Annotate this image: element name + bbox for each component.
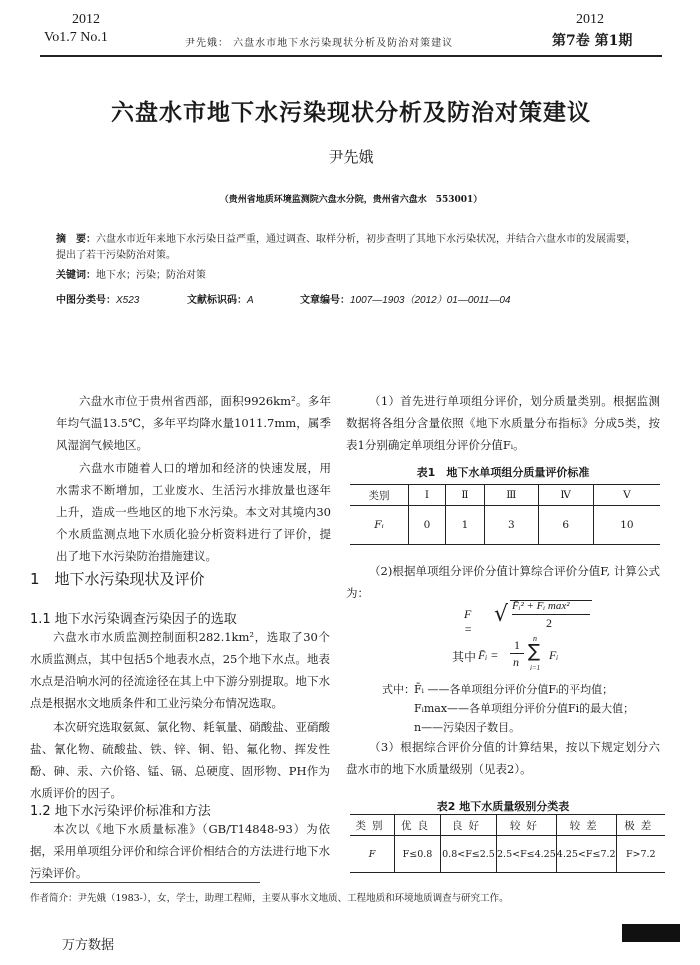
section-1-2-heading: 1.2 地下水污染评价标准和方法 <box>30 804 211 819</box>
formula-denominator: 2 <box>546 616 552 630</box>
table-1-header-row <box>350 485 660 506</box>
table-2-caption: 表2 地下水质量级别分类表 <box>436 800 570 813</box>
table-1-cell: 0 <box>409 506 446 545</box>
formula-legend-prefix: 式中： <box>382 683 415 696</box>
article-number-value: 1007—1903（2012）01—0011—04 <box>350 295 511 306</box>
document-code-label: 文献标识码： <box>187 295 247 306</box>
formula-mean-lhs: F̄ᵢ = <box>478 648 499 662</box>
table-2-cell: 0.8<F≤2.5 <box>441 836 497 873</box>
table-2-header-cell: 优良 <box>395 815 441 836</box>
table-1-header-cell: 类别 <box>350 485 409 506</box>
clc-label: 中图分类号： <box>56 295 116 306</box>
header-rule <box>40 55 662 57</box>
table-1-header-cell: Ⅱ <box>445 485 484 506</box>
table-1-cell: 6 <box>538 506 593 545</box>
table-1-header-cell: Ⅰ <box>409 485 446 506</box>
formula-lhs: F = <box>464 607 473 636</box>
author-footnote: 作者简介：尹先娥（1983-），女，学士，助理工程师，主要从事水文地质、工程地质和环境地质调查与研究工作。 <box>30 893 509 904</box>
intro-paragraph-1: 六盘水市位于贵州省西部，面积9926km²。多年年均气温13.5℃，多年平均降水量1011.7mm，属季风湿润气候地区。 <box>56 394 331 452</box>
table-1-data-row <box>350 506 660 545</box>
table-2-cell: F <box>350 836 395 873</box>
table-2-header-row <box>350 815 665 836</box>
sqrt-icon: √ <box>494 602 509 627</box>
fraction-line <box>512 614 590 615</box>
clc-number <box>56 291 139 306</box>
section-1-2-paragraph: 本次以《地下水质量标准》（GB/T14848-93）为依据，采用单项组分评价和综合评价相结合的方法进行地下水污染评价。 <box>30 822 330 880</box>
section-1-1-paragraph-2: 本次研究选取氨氮、氯化物、耗氧量、硝酸盐、亚硝酸盐、氰化物、硫酸盐、铁、锌、铜、铅、氟化物、挥发性酚、砷、汞、六价铬、锰、镉、总硬度、固形物、PH作为水质评价的因子。 <box>30 720 330 800</box>
table-1-cell: Fᵢ <box>350 506 409 545</box>
table-2-header-cell: 较差 <box>556 815 616 836</box>
table-1 <box>350 484 660 545</box>
formula-legend-item: Fᵢmax——各单项组分评价分值Fi的最大值； <box>414 702 635 715</box>
table-1-header-cell: Ⅳ <box>538 485 593 506</box>
clc-value: X523 <box>116 295 140 306</box>
header-right-year: 2012 <box>576 12 604 27</box>
keywords-text: 地下水；污染；防治对策 <box>96 270 206 281</box>
abstract-text: 六盘水市近年来地下水污染日益严重，通过调查、取样分析，初步查明了其地下水污染状况，并结合六盘水市的发展需要，提出了若干污染防治对策。 <box>56 234 636 261</box>
formula-mean-tail: Fᵢ <box>549 648 559 662</box>
formula-legend-item: F̄ᵢ ——各单项组分评价分值Fᵢ的平均值； <box>414 683 614 696</box>
table-2-header-cell: 类别 <box>350 815 395 836</box>
header-running-title: 尹先娥： 六盘水市地下水污染现状分析及防治对策建议 <box>185 38 454 49</box>
table-2-cell: F≤0.8 <box>395 836 441 873</box>
section-1-1-paragraph-1: 六盘水市水质监测控制面积282.1km²，选取了30个水质监测点，其中包括5个地表水点，25个地下水点。地表水点是沿响水河的径流途径在其上中下游分别提取。地下水点是根据水文地质条件和工业污染分布情况选取。 <box>30 630 330 710</box>
table-1-cell: 3 <box>485 506 539 545</box>
keywords <box>56 268 206 284</box>
table-1-cell: 1 <box>445 506 484 545</box>
article-number-label: 文章编号： <box>300 295 350 306</box>
header-issue: 第7卷 第1期 <box>552 33 633 49</box>
header-volume: Vo1.7 No.1 <box>44 30 108 45</box>
formula-numerator: F̄ᵢ² + Fᵢ max² <box>512 600 570 612</box>
page-title: 六盘水市地下水污染现状分析及防治对策建议 <box>111 100 591 126</box>
table-2-header-cell: 极差 <box>616 815 665 836</box>
formula-mean-sum-top: n <box>533 634 537 643</box>
table-2-cell: 2.5<F≤4.25 <box>497 836 557 873</box>
table-2-header-cell: 良好 <box>441 815 497 836</box>
formula-mean-frac-line <box>510 653 524 654</box>
table-2 <box>350 814 665 873</box>
formula-mean-sum-bottom: i=1 <box>530 664 541 672</box>
author-affiliation: （贵州省地质环境监测院六盘水分院，贵州省六盘水 553001） <box>219 195 483 205</box>
footnote-rule <box>30 882 260 883</box>
table-2-cell: 4.25<F≤7.2 <box>556 836 616 873</box>
section-1-1-heading: 1.1 地下水污染调查污染因子的选取 <box>30 612 237 627</box>
author-name: 尹先娥 <box>328 148 374 166</box>
table-1-header-cell: Ⅴ <box>593 485 660 506</box>
formula-mean-frac-num: 1 <box>514 638 520 652</box>
method-step-3: （3）根据综合评价分值的计算结果，按以下规定划分六盘水市的地下水质量级别（见表2）。 <box>346 740 660 776</box>
table-1-cell: 10 <box>593 506 660 545</box>
document-code <box>187 291 254 306</box>
table-2-header-cell: 较好 <box>497 815 557 836</box>
intro-paragraph-2: 六盘水市随着人口的增加和经济的快速发展，用水需求不断增加，工业废水、生活污水排放量也逐年上升，造成一些地区的地下水污染。本文对其境内30个水质监测点地下水质化验分析资料进行了评价，提出了地下水污染防治措施建议。 <box>56 461 331 563</box>
header-left-year: 2012 <box>72 12 100 27</box>
formula-legend-item: n——污染因子数目。 <box>414 721 521 734</box>
table-2-data-row <box>350 836 665 873</box>
abstract-label: 摘 要： <box>56 234 96 245</box>
table-2-cell: F>7.2 <box>616 836 665 873</box>
method-step-1: （1）首先进行单项组分评价，划分质量类别。根据监测数据将各组分含量依照《地下水质量分布指标》分成5类，按表1分别确定单项组分评价分值Fᵢ。 <box>346 394 660 452</box>
document-code-value: A <box>247 295 254 306</box>
summation-icon: ∑ <box>528 641 541 662</box>
section-1-heading: 1 地下水污染现状及评价 <box>30 570 205 588</box>
article-number <box>300 291 511 306</box>
table-1-caption: 表1 地下水单项组分质量评价标准 <box>416 466 590 479</box>
keywords-label: 关键词： <box>56 270 96 281</box>
method-step-2: （2)根据单项组分评价分值计算综合评价分值F, 计算公式为： <box>346 564 660 600</box>
formula-mean-prefix: 其中 <box>452 650 477 664</box>
table-1-header-cell: Ⅲ <box>485 485 539 506</box>
watermark-text: 万方数据 <box>62 938 115 953</box>
formula-mean-frac-den: n <box>513 655 519 669</box>
abstract <box>56 232 636 264</box>
page-corner-mark <box>622 924 680 942</box>
